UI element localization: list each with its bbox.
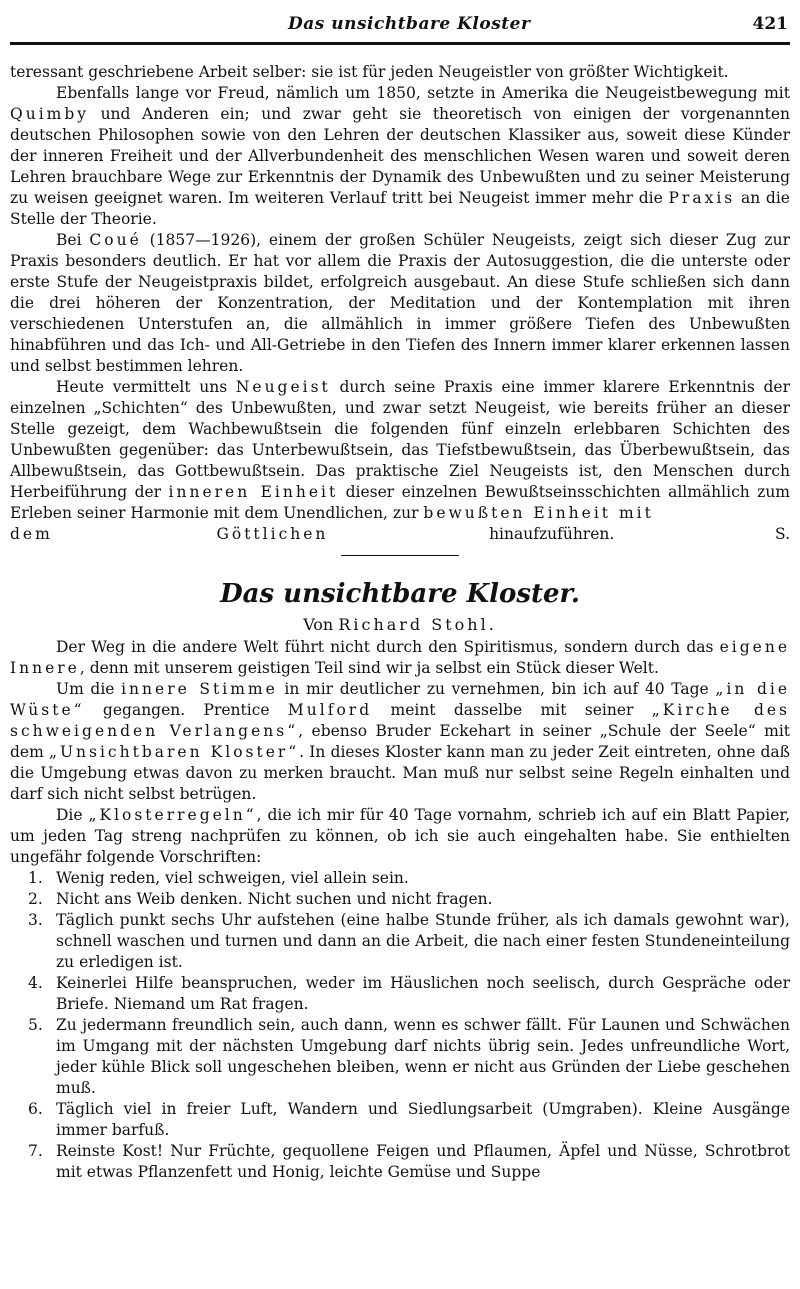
text-run: Bei xyxy=(56,231,90,249)
text-run: hinaufzuführen. xyxy=(328,525,615,543)
emphasis-wueste: „in die Wüste“ xyxy=(10,680,791,719)
rule-item xyxy=(10,973,790,1015)
rule-text: Zu jedermann freundlich sein, auch dann, wenn es schwer fällt. Für Launen und Schwächen im Umgang mit der nächsten Umgebung darf nichts übrig sein. Jedes unfreundliche Wort, jeder kühle Blick soll ungeschehen bleiben, wenn er nicht aus Gründen der Liebe geschehen muß. xyxy=(56,1016,790,1097)
text-run: Heute vermittelt uns xyxy=(56,378,236,396)
text-run: Ebenfalls lange vor Freud, nämlich um 1850, setzte in Amerika die Neugeistbewegung mit xyxy=(56,84,790,102)
text-run: Die xyxy=(56,806,89,824)
rule-item xyxy=(10,1141,790,1183)
rule-number: 4. xyxy=(28,974,43,992)
name-coue: Coué xyxy=(89,231,142,249)
page-number: 421 xyxy=(752,14,788,34)
text-run: (1857—1926), einem der großen Schüler Neugeists, zeigt sich dieser Zug zur Praxis besonders deutlich. Er hat vor allem die Praxis der Autosuggestion, die die unterste oder erste Stufe der Neugeistpraxis bildet, erfolgreich ausgebaut. An diese Stufe schließen sich dann die drei höheren der Konzentration, der Meditation und der Kontemplation mit ihren verschiedenen Unterstufen an, die allmählich in immer größere Tiefen des Unbewußten hinabführen und das Ich- und All-Getriebe in den Tiefen des Innern immer klarer erkennen lassen und selbst bestimmen lehren. xyxy=(10,231,790,375)
emphasis-eigene-innere: eigene Innere xyxy=(10,638,790,677)
text-run: meint dasselbe mit seiner xyxy=(372,701,652,719)
text-run: und Anderen ein; und zwar geht sie theoretisch von einigen der vorgenannten deutschen Philosophen sowie von den Lehren der deutschen Klassiker aus, soweit diese Künder der inneren Freiheit und der Allverbundenheit des menschlichen Wesen waren und soweit deren Lehren brauchbare Wege zur Erkenntnis der Dynamik des Unbewußten und zu seiner Meisterung zu weisen geeignet waren. Im weiteren Verlauf tritt bei Neugeist immer mehr die xyxy=(10,105,790,207)
body-text xyxy=(10,62,790,1183)
text-run: , ebenso Bruder Eckehart in seiner „Schule der Seele“ mit dem xyxy=(10,722,790,761)
text-run: dieser einzelnen Bewußtseinsschichten allmählich zum Erleben seiner Harmonie mit dem Unendlichen, zur xyxy=(10,483,790,522)
emphasis-klosterregeln: „Klosterregeln“ xyxy=(88,806,257,824)
text-run: , die ich mir für 40 Tage vornahm, schrieb ich auf ein Blatt Papier, um jeden Tag streng nachprüfen zu können, ob ich sie auch eingehalten habe. Sie enthielten ungefähr folgende Vorschriften: xyxy=(10,806,790,866)
byline xyxy=(10,614,790,635)
signature: S. xyxy=(775,525,790,543)
emphasis-unsichtbaren-kloster: „Unsichtbaren Kloster“ xyxy=(48,743,300,761)
rule-text: Keinerlei Hilfe beanspruchen, weder im Häuslichen noch seelisch, durch Gespräche oder Briefe. Niemand um Rat fragen. xyxy=(56,974,790,1013)
text-run: in mir deutlicher zu vernehmen, bin ich auf 40 Tage xyxy=(277,680,716,698)
rule-number: 6. xyxy=(28,1100,43,1118)
rule-number: 2. xyxy=(28,890,43,908)
rule-item xyxy=(10,868,790,889)
page xyxy=(10,0,790,1289)
rule-item xyxy=(10,1099,790,1141)
rule-item xyxy=(10,1015,790,1099)
rule-number: 3. xyxy=(28,911,43,929)
name-mulford: Mulford xyxy=(287,701,373,719)
rule-text: Wenig reden, viel schweigen, viel allein sein. xyxy=(56,869,409,887)
rule-number: 1. xyxy=(28,869,43,887)
rule-text: Täglich punkt sechs Uhr aufstehen (eine halbe Stunde früher, als ich damals gewohnt war), schnell waschen und turnen und dann an die Arbeit, die nach einer festen Stundeneinteilung zu erledigen ist. xyxy=(56,911,790,971)
prev-paragraph-2 xyxy=(10,230,790,377)
text-run: an die Stelle der Theorie. xyxy=(10,189,790,228)
rule-item xyxy=(10,910,790,973)
text-run: Der Weg in die andere Welt führt nicht durch den Spiritismus, sondern durch das xyxy=(56,638,720,656)
rule-text: Reinste Kost! Nur Früchte, gequollene Feigen und Pflaumen, Äpfel und Nüsse, Schrotbrot mit etwas Pflanzenfett und Honig, leichte Gemüse und Suppe xyxy=(56,1142,790,1181)
text-run: , denn mit unserem geistigen Teil sind wir ja selbst ein Stück dieser Welt. xyxy=(79,659,659,677)
article-title: Das unsichtbare Kloster. xyxy=(220,579,580,609)
rules-list xyxy=(10,868,790,1183)
running-header xyxy=(10,10,790,45)
emphasis-innere-stimme: innere Stimme xyxy=(121,680,278,698)
text-run: gegangen. Prentice xyxy=(84,701,288,719)
author-name: Richard Stohl. xyxy=(338,615,497,634)
emphasis-kirche: „Kirche des schweigenden Verlangens“ xyxy=(10,701,790,740)
name-quimby: Quimby xyxy=(10,105,90,123)
emphasis-inneren-einheit: inneren Einheit xyxy=(168,483,339,501)
article-paragraph-3 xyxy=(10,805,790,868)
text-run: durch seine Praxis eine immer klarere Erkenntnis der einzelnen „Schichten“ des Unbewußten, und zwar setzt Neugeist, wie bereits früher an dieser Stelle gezeigt, dem Wachbewußtsein die folgenden fünf einzeln erlebbaren Schichten des Unbewußten gegenüber: das Unterbewußtsein, das Tiefstbewußtsein, das Überbewußtsein, das Allbewußtsein, das Gottbewußtsein. Das praktische Ziel Neugeists ist, den Menschen durch Herbeiführung der xyxy=(10,378,790,501)
rule-item xyxy=(10,889,790,910)
rule-text: Nicht ans Weib denken. Nicht suchen und nicht fragen. xyxy=(56,890,493,908)
text-run: . In dieses Kloster kann man zu jeder Zeit eintreten, ohne daß die Umgebung etwas davon zu merken braucht. Man muß nur selbst seine Regeln einhalten und darf sich nicht selbst betrügen. xyxy=(10,743,791,803)
byline-prefix: Von xyxy=(303,615,339,634)
rule-number: 5. xyxy=(28,1016,43,1034)
emphasis-praxis: Praxis xyxy=(668,189,736,207)
text-run: teressant geschriebene Arbeit selber: sie ist für jeden Neugeistler von größter Wichtigkeit. xyxy=(10,63,729,81)
rule-number: 7. xyxy=(28,1142,43,1160)
article-paragraph-1 xyxy=(10,637,790,679)
emphasis-neugeist: Neugeist xyxy=(235,378,331,396)
article-paragraph-2 xyxy=(10,679,790,805)
prev-paragraph-3-end xyxy=(10,524,790,545)
emphasis-goettlichen: dem Göttlichen xyxy=(10,525,329,543)
prev-paragraph-3 xyxy=(10,377,790,524)
text-run: Um die xyxy=(56,680,122,698)
emphasis-bewussten-einheit: bewußten Einheit mit xyxy=(423,504,654,522)
prev-paragraph-0 xyxy=(10,62,790,83)
running-title: Das unsichtbare Kloster xyxy=(288,14,531,34)
rule-text: Täglich viel in freier Luft, Wandern und Siedlungsarbeit (Umgraben). Kleine Ausgänge immer barfuß. xyxy=(56,1100,790,1139)
section-divider xyxy=(341,555,459,556)
prev-paragraph-1 xyxy=(10,83,790,230)
